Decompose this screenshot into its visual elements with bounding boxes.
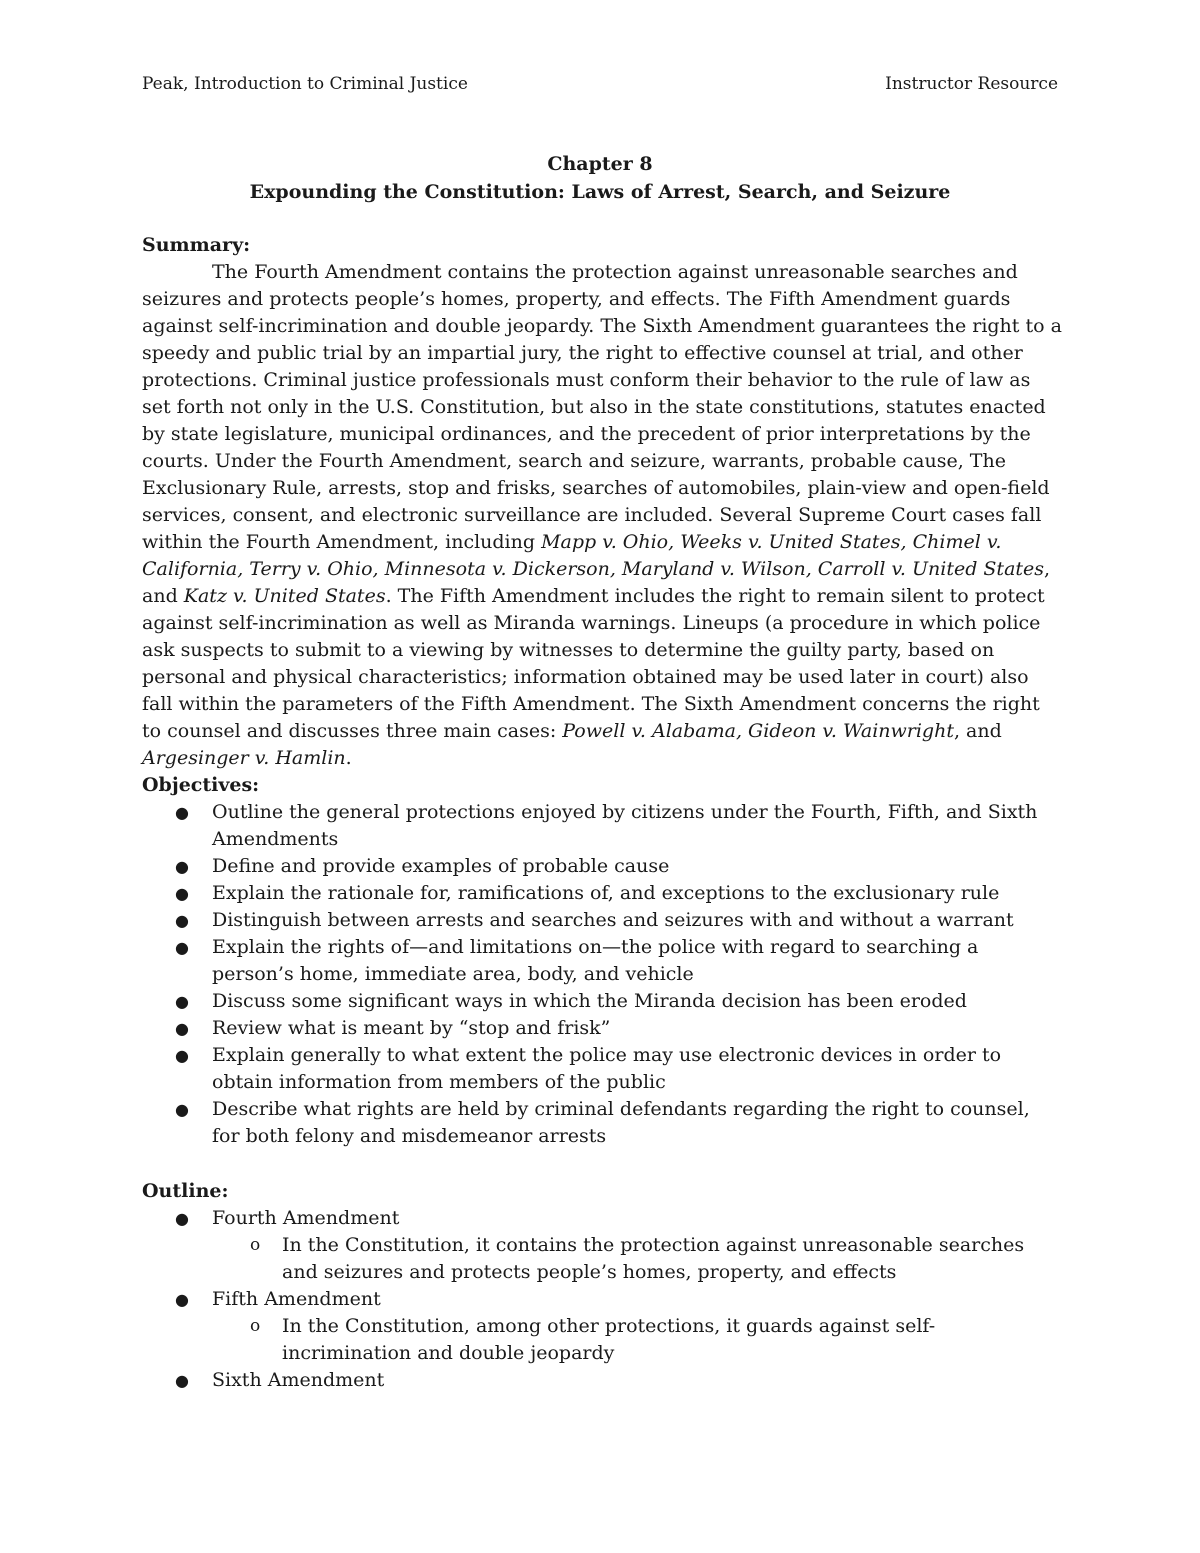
bullet-icon: ● (175, 1290, 189, 1309)
objective-text: Discuss some significant ways in which the Miranda decision has been eroded (212, 990, 967, 1012)
summary-conjunction-1: , and (142, 558, 1051, 607)
chapter-title: Expounding the Constitution: Laws of Arrest, Search, and Seizure (249, 181, 951, 203)
outline-item-fourth-amendment (142, 1205, 1062, 1286)
bullet-icon: ● (175, 938, 189, 957)
list-item (142, 1096, 1062, 1150)
summary-conjunction-2: , and (953, 720, 1002, 742)
objective-text: Review what is meant by “stop and frisk” (212, 1017, 611, 1039)
summary-paragraph (142, 259, 1062, 772)
bullet-icon: ● (175, 1100, 189, 1119)
bullet-icon: ● (175, 992, 189, 1011)
outline-item-sixth-amendment (142, 1367, 1062, 1394)
list-item (142, 1042, 1062, 1096)
outline-subitem (212, 1313, 1062, 1367)
bullet-icon: ● (175, 911, 189, 930)
objective-text: Describe what rights are held by criminal defendants regarding the right to counsel, for both felony and misdemeanor arrests (212, 1098, 1030, 1147)
summary-text-part2: . The Fifth Amendment includes the right to remain silent to protect against self-incrimination as well as Miranda warnings. Lineups (a procedure in which police ask suspects to submit to a viewing by witnesses to determine the guilty party, based on personal and physical characteristics; information obtained may be used later in court) also fall within the parameters of the Fifth Amendment. The Sixth Amendment concerns the right to counsel and discusses three main cases: (142, 585, 1045, 742)
outline-subitem-text: In the Constitution, among other protections, it guards against self-incrimination and double jeopardy (282, 1315, 936, 1364)
summary-heading: Summary: (142, 234, 251, 256)
outline-section (142, 1178, 1062, 1394)
circle-bullet-icon: o (250, 1235, 261, 1255)
objective-text: Define and provide examples of probable cause (212, 855, 670, 877)
header-resource-label: Instructor Resource (885, 74, 1058, 94)
outline-item-label: Fourth Amendment (212, 1207, 400, 1229)
objective-text: Explain the rationale for, ramifications of, and exceptions to the exclusionary rule (212, 882, 1000, 904)
circle-bullet-icon: o (250, 1316, 261, 1336)
outline-item-label: Sixth Amendment (212, 1369, 385, 1391)
list-item (142, 880, 1062, 907)
outline-sublist (212, 1313, 1062, 1367)
outline-subitem-text: In the Constitution, it contains the protection against unreasonable searches and seizures and protects people’s homes, property, and effects (282, 1234, 1025, 1283)
outline-sublist (212, 1232, 1062, 1286)
outline-subitem (212, 1232, 1062, 1286)
objective-text: Explain generally to what extent the police may use electronic devices in order to obtain information from members of the public (212, 1044, 1002, 1093)
sixth-amendment-cases: Powell v. Alabama, Gideon v. Wainwright (562, 720, 954, 742)
list-item (142, 1015, 1062, 1042)
outline-item-label: Fifth Amendment (212, 1288, 381, 1310)
running-header (142, 72, 1058, 96)
outline-heading: Outline: (142, 1180, 229, 1202)
summary-section (142, 232, 1062, 772)
bullet-icon: ● (175, 884, 189, 903)
objectives-list (142, 799, 1062, 1150)
summary-end: . (345, 747, 352, 769)
outline-item-fifth-amendment (142, 1286, 1062, 1367)
objectives-section (142, 772, 1062, 1150)
list-item (142, 853, 1062, 880)
fourth-amendment-cases: Mapp v. Ohio, Weeks v. United States, Chimel v. California, Terry v. Ohio, Minnesota v. Dickerson, Maryland v. Wilson, Carroll v. United States (142, 531, 1045, 580)
bullet-icon: ● (175, 857, 189, 876)
objective-text: Distinguish between arrests and searches and seizures with and without a warrant (212, 909, 1014, 931)
outline-list (142, 1205, 1062, 1394)
bullet-icon: ● (175, 1371, 189, 1390)
case-argesinger: Argesinger v. Hamlin (142, 747, 346, 769)
objectives-heading: Objectives: (142, 774, 260, 796)
bullet-icon: ● (175, 1019, 189, 1038)
list-item (142, 934, 1062, 988)
chapter-number: Chapter 8 (547, 153, 653, 175)
summary-text-part1: The Fourth Amendment contains the protection against unreasonable searches and seizures and protects people’s homes, property, and effects. The Fifth Amendment guards against self-incrimination and double jeopardy. The Sixth Amendment guarantees the right to a speedy and public trial by an impartial jury, the right to effective counsel at trial, and other protections. Criminal justice professionals must conform their behavior to the rule of law as set forth not only in the U.S. Constitution, but also in the state constitutions, statutes enacted by state legislature, municipal ordinances, and the precedent of prior interpretations by the courts. Under the Fourth Amendment, search and seizure, warrants, probable cause, The Exclusionary Rule, arrests, stop and frisks, searches of automobiles, plain-view and open-field services, consent, and electronic surveillance are included. Several Supreme Court cases fall within the Fourth Amendment, including (142, 261, 1062, 553)
list-item (142, 988, 1062, 1015)
list-item (142, 799, 1062, 853)
bullet-icon: ● (175, 1046, 189, 1065)
header-book-title: Peak, Introduction to Criminal Justice (142, 74, 468, 94)
bullet-icon: ● (175, 1209, 189, 1228)
objective-text: Explain the rights of—and limitations on—the police with regard to searching a person’s home, immediate area, body, and vehicle (212, 936, 979, 985)
bullet-icon: ● (175, 803, 189, 822)
list-item (142, 907, 1062, 934)
chapter-title-block (142, 150, 1058, 206)
objective-text: Outline the general protections enjoyed by citizens under the Fourth, Fifth, and Sixth Amendments (212, 801, 1038, 850)
case-katz: Katz v. United States (183, 585, 386, 607)
